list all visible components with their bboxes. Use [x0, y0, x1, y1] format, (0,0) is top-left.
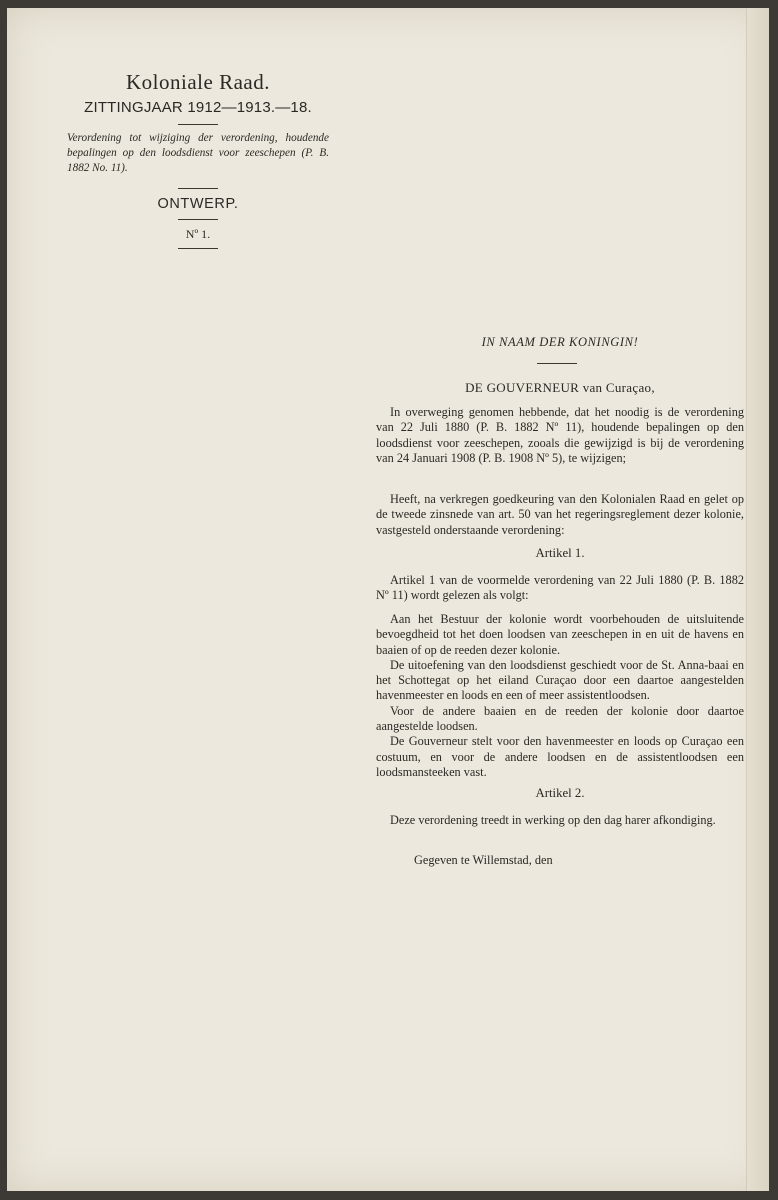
divider-rule: [178, 124, 218, 125]
divider-rule: [178, 248, 218, 249]
closing-block: [376, 853, 744, 868]
article-1-paragraph-4: De Gouverneur stelt voor den havenmeester en loods op Curaçao een costuum, en voor de andere loodsen en de assistentloodsen een loodsmansteeken vast.: [376, 734, 744, 779]
document-page: [7, 8, 769, 1191]
closing-line: Gegeven te Willemstad, den: [414, 853, 553, 867]
article-1-paragraph-2: De uitoefening van den loodsdienst geschiedt voor de St. Anna-baai en het Schottegat op het eiland Curaçao door een daartoe aangestelden havenmeester en loods en een of meer assistentloodsen.: [376, 657, 744, 703]
divider-rule: [178, 188, 218, 189]
article-1-intro: Artikel 1 van de voormelde verordening van 22 Juli 1880 (P. B. 1882 Nº 11) wordt gelezen als volgt:: [376, 573, 744, 603]
page-binding-edge: [746, 8, 769, 1191]
document-number: Nº 1.: [185, 227, 211, 241]
article-2-heading: Artikel 2.: [535, 786, 585, 800]
preamble-enactment: [376, 492, 744, 538]
article-2-text: Deze verordening treedt in werking op den dag harer afkondiging.: [390, 813, 716, 827]
preamble-paragraph-1: In overweging genomen hebbende, dat het noodig is de verordening van 22 Juli 1880 (P. B. 1882 Nº 11), houdende bepalingen op den loodsdienst voor zeeschepen, zooals die gewijzigd is bij de verordening van 24 Januari 1908 (P. B. 1908 Nº 5), te wijzigen;: [376, 405, 744, 465]
session-year: ZITTINGJAAR 1912—1913.—18.: [84, 99, 312, 116]
article-1-intro-block: [376, 573, 744, 604]
preamble-paragraph-2: Heeft, na verkregen goedkeuring van den Kolonialen Raad en gelet op de tweede zinsnede van art. 50 van het regeringsreglement dezer kolonie, vastgesteld onderstaande verordening:: [376, 492, 744, 537]
ordinance-description: Verordening tot wijziging der verordening, houdende bepalingen op den loodsdienst voor zeeschepen (P. B. 1882 No. 11).: [67, 132, 329, 174]
article-1-paragraph-1: Aan het Bestuur der kolonie wordt voorbehouden de uitsluitende bevoegdheid tot het doen loodsen van zeeschepen in en uit de havens en baaien of op de reeden dezer kolonie.: [376, 612, 744, 657]
governor-line: DE GOUVERNEUR van Curaçao,: [465, 380, 655, 395]
draft-label: ONTWERP.: [157, 196, 239, 212]
article-1-text-block: [376, 612, 744, 780]
preamble-consideration: [376, 405, 744, 466]
article-2-text-block: [376, 813, 744, 828]
invocation: IN NAAM DER KONINGIN!: [481, 335, 639, 349]
council-title: Koloniale Raad.: [126, 70, 270, 94]
article-1-paragraph-3: Voor de andere baaien en de reeden der kolonie door daartoe aangestelde loodsen.: [376, 703, 744, 734]
divider-rule: [537, 363, 577, 364]
divider-rule: [178, 219, 218, 220]
article-1-heading: Artikel 1.: [535, 546, 585, 560]
